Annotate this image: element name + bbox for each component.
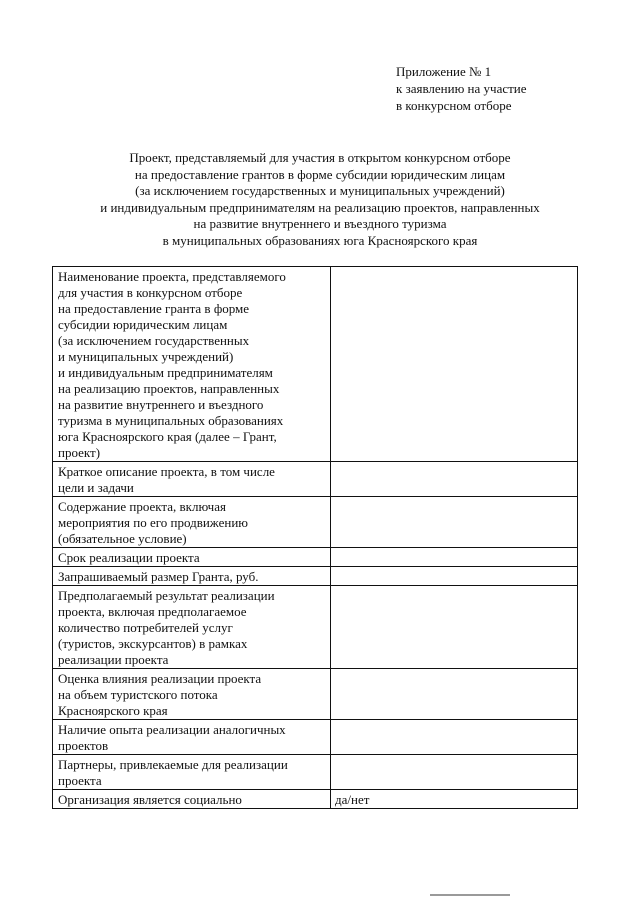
- row-label-line: (обязательное условие): [58, 531, 187, 546]
- row-label: [53, 548, 331, 567]
- table-row: [53, 497, 578, 548]
- row-label-line: и индивидуальным предпринимателям: [58, 365, 273, 380]
- row-label: [53, 497, 331, 548]
- grant-amount-field[interactable]: [331, 567, 578, 586]
- appendix-line: Приложение № 1: [396, 64, 492, 79]
- appendix-line: в конкурсном отборе: [396, 98, 512, 113]
- social-organization-field[interactable]: да/нет: [331, 790, 578, 809]
- table-row: [53, 586, 578, 669]
- row-label-line: Оценка влияния реализации проекта: [58, 671, 262, 686]
- heading-line: на развитие внутреннего и въездного туризма: [193, 216, 447, 231]
- project-form-table: [52, 266, 578, 809]
- table-row: [53, 720, 578, 755]
- row-label-line: (за исключением государственных: [58, 333, 250, 348]
- row-label-line: Краткое описание проекта, в том числе: [58, 464, 275, 479]
- row-label-line: субсидии юридическим лицам: [58, 317, 228, 332]
- table-row: [53, 755, 578, 790]
- row-label-line: Наличие опыта реализации аналогичных: [58, 722, 286, 737]
- row-label-line: юга Красноярского края (далее – Грант,: [58, 429, 277, 444]
- row-label-line: Партнеры, привлекаемые для реализации: [58, 757, 288, 772]
- project-name-field[interactable]: [331, 267, 578, 462]
- row-label: [53, 720, 331, 755]
- row-label-line: проекта: [58, 773, 102, 788]
- row-label-line: на развитие внутреннего и въездного: [58, 397, 264, 412]
- row-label-line: Запрашиваемый размер Гранта, руб.: [58, 569, 259, 584]
- experience-field[interactable]: [331, 720, 578, 755]
- heading-line: Проект, представляемый для участия в открытом конкурсном отборе: [129, 150, 511, 165]
- row-label-line: Срок реализации проекта: [58, 550, 200, 565]
- partners-field[interactable]: [331, 755, 578, 790]
- row-label-line: Организация является социально: [58, 792, 242, 807]
- row-label-line: туризма в муниципальных образованиях: [58, 413, 284, 428]
- appendix-note: [396, 63, 527, 114]
- row-label: [53, 669, 331, 720]
- project-content-field[interactable]: [331, 497, 578, 548]
- project-term-field[interactable]: [331, 548, 578, 567]
- heading-line: в муниципальных образованиях юга Красноярского края: [162, 232, 478, 248]
- row-label-line: реализации проекта: [58, 652, 169, 667]
- row-label-line: мероприятия по его продвижению: [58, 515, 248, 530]
- table-row: [53, 567, 578, 586]
- row-label-line: количество потребителей услуг: [58, 620, 233, 635]
- impact-assessment-field[interactable]: [331, 669, 578, 720]
- project-description-field[interactable]: [331, 462, 578, 497]
- scan-artifact: [430, 894, 510, 896]
- row-label: [53, 755, 331, 790]
- table-row: [53, 267, 578, 462]
- row-label: [53, 586, 331, 669]
- row-label: [53, 567, 331, 586]
- row-label-line: Наименование проекта, представляемого: [58, 269, 286, 284]
- row-label-line: проект): [58, 445, 101, 460]
- expected-result-field[interactable]: [331, 586, 578, 669]
- row-label-line: Содержание проекта, включая: [58, 499, 226, 514]
- row-label-line: на объем туристского потока: [58, 687, 218, 702]
- row-label-line: Красноярского края: [58, 703, 168, 718]
- heading-line: на предоставление грантов в форме субсидии юридическим лицам: [134, 166, 506, 182]
- table-row: [53, 669, 578, 720]
- appendix-line: к заявлению на участие: [396, 81, 527, 96]
- table-row: [53, 548, 578, 567]
- row-label-line: и муниципальных учреждений): [58, 349, 234, 364]
- row-label-line: (туристов, экскурсантов) в рамках: [58, 636, 248, 651]
- table-row: [53, 462, 578, 497]
- row-label-line: цели и задачи: [58, 480, 134, 495]
- row-label-line: проекта, включая предполагаемое: [58, 604, 247, 619]
- heading-line: (за исключением государственных и муниципальных учреждений): [135, 183, 505, 198]
- row-label-line: на реализацию проектов, направленных: [58, 381, 280, 396]
- row-label-line: для участия в конкурсном отборе: [58, 285, 243, 300]
- table-row: [53, 790, 578, 809]
- row-label: [53, 790, 331, 809]
- document-heading: [20, 150, 620, 249]
- row-label-line: проектов: [58, 738, 109, 753]
- row-label: [53, 267, 331, 462]
- heading-line: и индивидуальным предпринимателям на реализацию проектов, направленных: [100, 199, 540, 215]
- row-label-line: на предоставление гранта в форме: [58, 301, 250, 316]
- row-label-line: Предполагаемый результат реализации: [58, 588, 275, 603]
- row-label: [53, 462, 331, 497]
